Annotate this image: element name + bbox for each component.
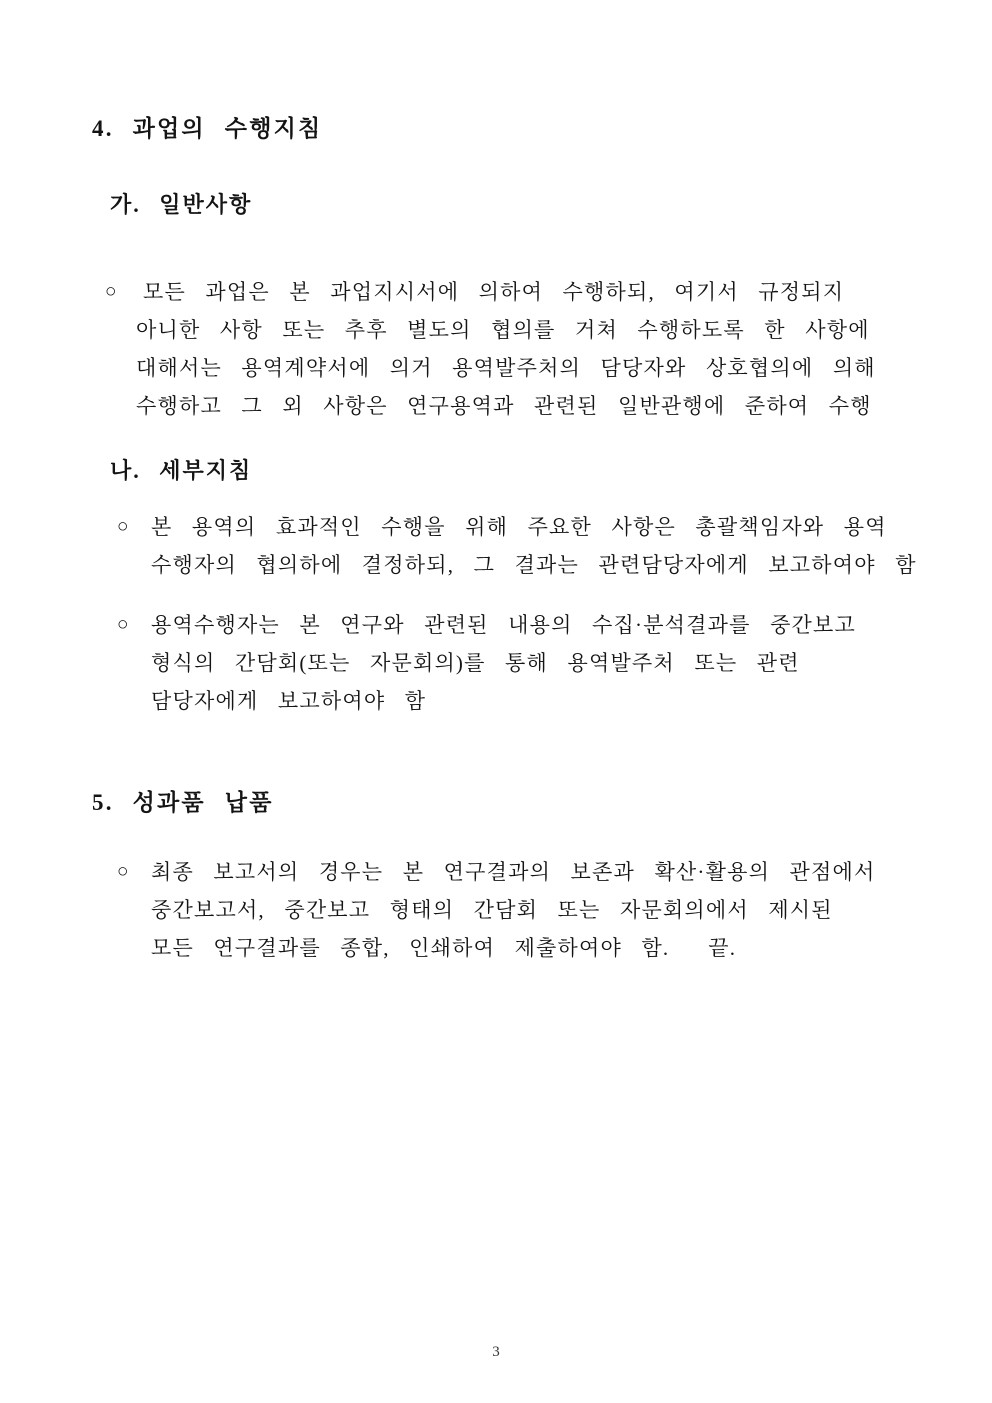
- bullet-item-detail-1: [117, 508, 917, 584]
- text-line: 중간보고서, 중간보고 형태의 간담회 또는 자문회의에서 제시된: [151, 898, 833, 922]
- text-line: 용역수행자는 본 연구와 관련된 내용의 수집·분석결과를 중간보고: [151, 613, 857, 637]
- circle-bullet-marker: ○: [105, 281, 117, 302]
- bullet-item-detail-2: [117, 606, 856, 720]
- text-line: 형식의 간담회(또는 자문회의)를 통해 용역발주처 또는 관련: [151, 651, 800, 675]
- circle-bullet-marker: ○: [117, 516, 129, 537]
- paragraph-detail-1: [151, 508, 917, 584]
- text-line: 모든 과업은 본 과업지시서에 의하여 수행하되, 여기서 규정되지: [143, 280, 845, 304]
- text-line: 모든 연구결과를 종합, 인쇄하여 제출하여야 함. 끝.: [151, 936, 737, 960]
- text-line: 담당자에게 보고하여야 함: [151, 689, 427, 713]
- circle-bullet-marker: ○: [117, 861, 129, 882]
- bullet-item-general: [105, 273, 876, 425]
- paragraph-deliverable: [151, 853, 875, 967]
- section-5-heading: 5. 성과품 납품: [92, 790, 274, 815]
- section-4-heading: 4. 과업의 수행지침: [92, 116, 323, 141]
- page-number: 3: [492, 1344, 500, 1360]
- bullet-item-deliverable: [117, 853, 875, 967]
- subsection-ga-heading: 가. 일반사항: [110, 192, 253, 217]
- paragraph-detail-2: [151, 606, 856, 720]
- text-line: 수행자의 협의하에 결정하되, 그 결과는 관련담당자에게 보고하여야 함: [151, 553, 917, 577]
- paragraph-general: [136, 273, 876, 425]
- text-line: 대해서는 용역계약서에 의거 용역발주처의 담당자와 상호협의에 의해: [136, 356, 876, 380]
- circle-bullet-marker: ○: [117, 614, 129, 635]
- text-line: 본 용역의 효과적인 수행을 위해 주요한 사항은 총괄책임자와 용역: [151, 515, 887, 539]
- text-line: 최종 보고서의 경우는 본 연구결과의 보존과 확산·활용의 관점에서: [151, 860, 876, 884]
- subsection-na-heading: 나. 세부지침: [110, 458, 253, 483]
- text-line: 아니한 사항 또는 추후 별도의 협의를 거쳐 수행하도록 한 사항에: [136, 318, 870, 342]
- text-line: 수행하고 그 외 사항은 연구용역과 관련된 일반관행에 준하여 수행: [136, 394, 872, 418]
